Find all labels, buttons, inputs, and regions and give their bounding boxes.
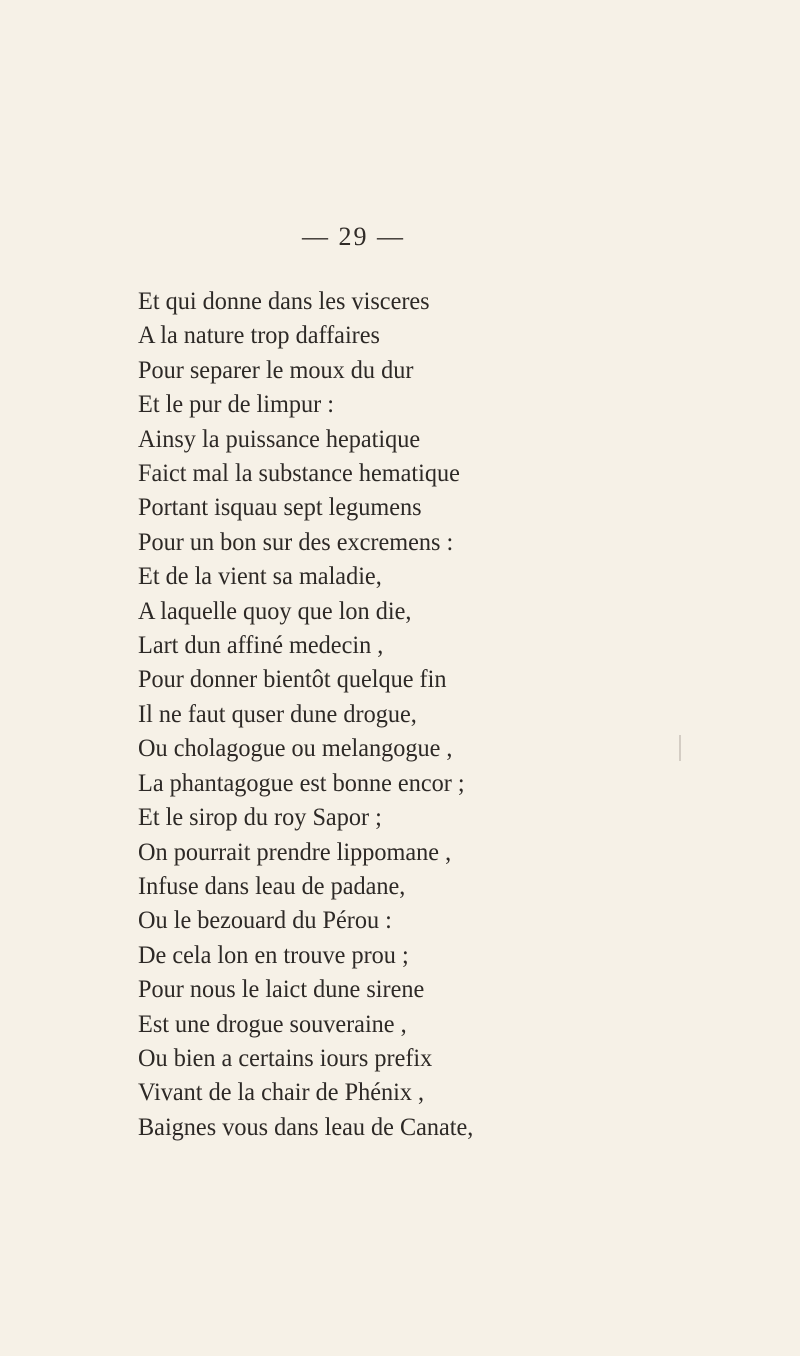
paper-mark <box>679 735 681 761</box>
poem-line: La phantagogue est bonne encor ; <box>138 769 465 797</box>
poem-line: Infuse dans leau de padane, <box>138 872 406 900</box>
page-number: — 29 — <box>302 222 405 251</box>
poem-line: On pourrait prendre lippomane , <box>138 838 452 866</box>
poem-line: Faict mal la substance hematique <box>138 460 460 488</box>
poem-line: Et qui donne dans les visceres <box>138 288 430 315</box>
poem-line: Ou cholagogue ou melangogue , <box>138 735 453 763</box>
poem-line: Portant isquau sept legumens <box>138 494 422 522</box>
poem-text <box>138 285 484 1145</box>
poem-line: Baignes vous dans leau de Canate, <box>138 1113 474 1141</box>
poem-line: Vivant de la chair de Phénix , <box>138 1079 425 1107</box>
poem-line: Lart dun affiné medecin , <box>138 632 384 660</box>
poem-line: Pour un bon sur des excremens : <box>138 528 454 556</box>
poem-line: Ou le bezouard du Pérou : <box>138 907 392 935</box>
poem-line: A laquelle quoy que lon die, <box>138 597 412 625</box>
poem-line: Et le sirop du roy Sapor ; <box>138 804 382 832</box>
poem-line: A la nature trop daffaires <box>138 322 380 350</box>
poem-line: Ou bien a certains iours prefix <box>138 1044 433 1072</box>
poem-line: Pour separer le moux du dur <box>138 356 414 384</box>
poem-line: Pour donner bientôt quelque fin <box>138 666 447 694</box>
poem-line: Il ne faut quser dune drogue, <box>138 700 417 728</box>
poem-line: Ainsy la puissance hepatique <box>138 425 421 453</box>
poem-line: Est une drogue souveraine , <box>138 1010 407 1038</box>
poem-line: Et de la vient sa maladie, <box>138 563 382 591</box>
poem-line: Pour nous le laict dune sirene <box>138 976 425 1004</box>
poem-line: De cela lon en trouve prou ; <box>138 941 409 969</box>
poem-line: Et le pur de limpur : <box>138 391 334 419</box>
